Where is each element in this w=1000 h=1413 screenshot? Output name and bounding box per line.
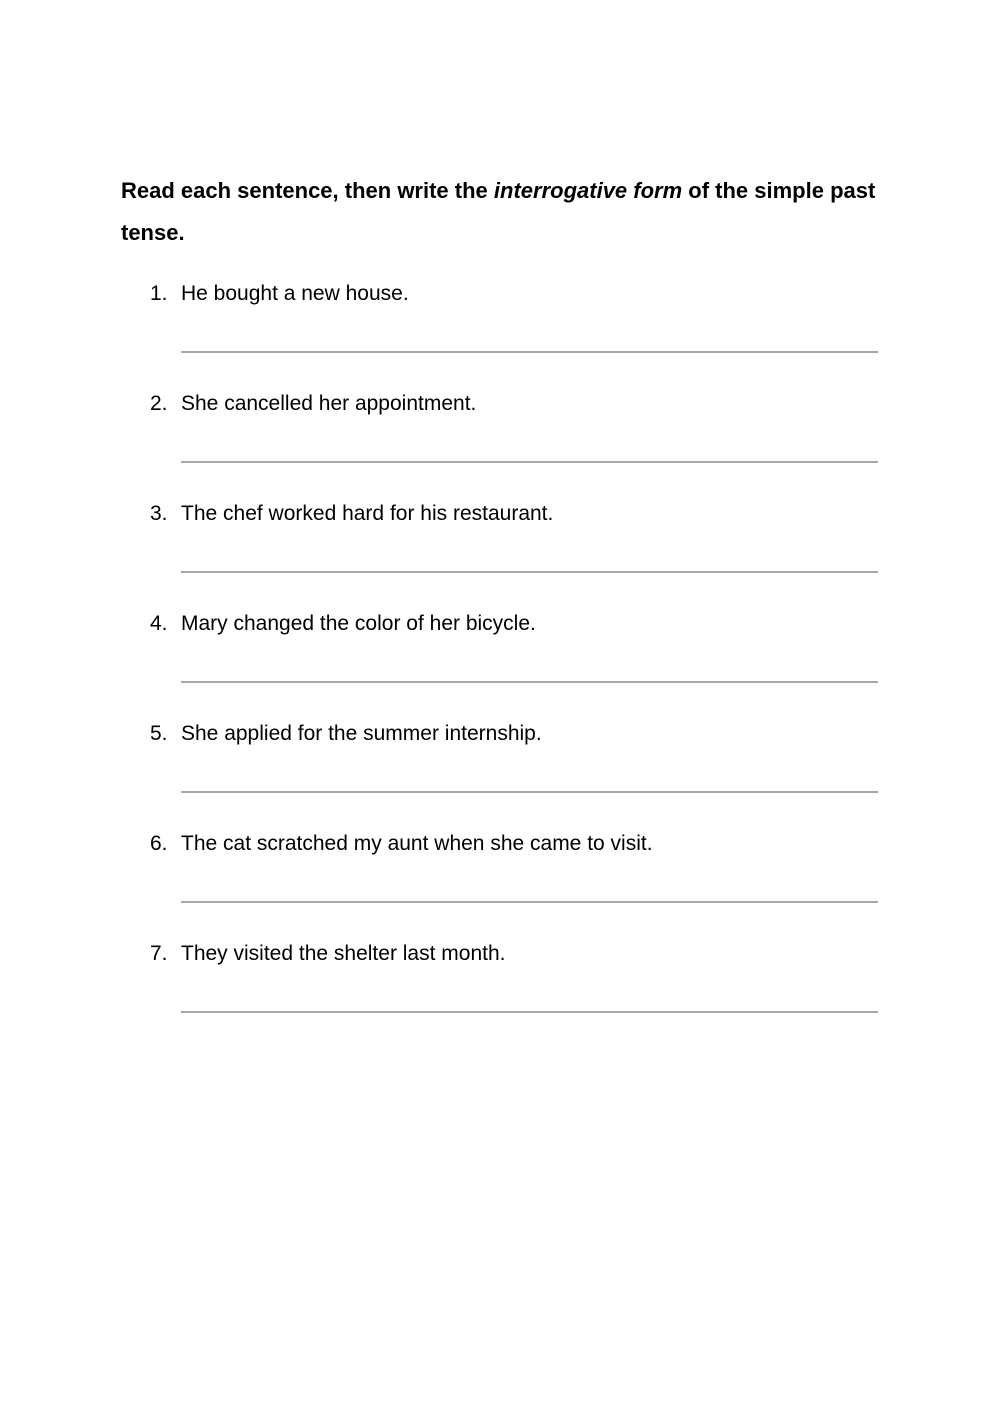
question-number: 3. bbox=[150, 502, 168, 525]
answer-input-5[interactable] bbox=[181, 791, 878, 793]
answer-input-1[interactable] bbox=[181, 351, 878, 353]
question-number: 2. bbox=[150, 392, 168, 415]
question-item-1 bbox=[0, 280, 1000, 390]
question-sentence: She cancelled her appointment. bbox=[181, 392, 477, 415]
answer-input-3[interactable] bbox=[181, 571, 878, 573]
question-sentence: The cat scratched my aunt when she came to visit. bbox=[181, 832, 653, 855]
question-item-4 bbox=[0, 610, 1000, 720]
answer-input-7[interactable] bbox=[181, 1011, 878, 1013]
question-number: 6. bbox=[150, 832, 168, 855]
answer-input-4[interactable] bbox=[181, 681, 878, 683]
instructions-text: Read each sentence, then write the bbox=[121, 178, 494, 203]
instructions-emphasis: interrogative form bbox=[493, 178, 683, 203]
answer-input-6[interactable] bbox=[181, 901, 878, 903]
question-sentence: He bought a new house. bbox=[181, 282, 409, 305]
question-item-2 bbox=[0, 390, 1000, 500]
question-number: 7. bbox=[150, 942, 168, 965]
question-sentence: She applied for the summer internship. bbox=[181, 722, 542, 745]
question-number: 4. bbox=[150, 612, 168, 635]
question-item-3 bbox=[0, 500, 1000, 610]
answer-input-2[interactable] bbox=[181, 461, 878, 463]
question-number: 5. bbox=[150, 722, 168, 745]
instructions bbox=[121, 170, 891, 254]
question-item-6 bbox=[0, 830, 1000, 940]
question-sentence: Mary changed the color of her bicycle. bbox=[181, 612, 536, 635]
question-item-7 bbox=[0, 940, 1000, 1050]
instructions-text-end: of the simple past tense. bbox=[121, 178, 876, 245]
question-sentence: The chef worked hard for his restaurant. bbox=[181, 502, 554, 525]
question-sentence: They visited the shelter last month. bbox=[181, 942, 506, 965]
question-number: 1. bbox=[150, 282, 168, 305]
question-item-5 bbox=[0, 720, 1000, 830]
